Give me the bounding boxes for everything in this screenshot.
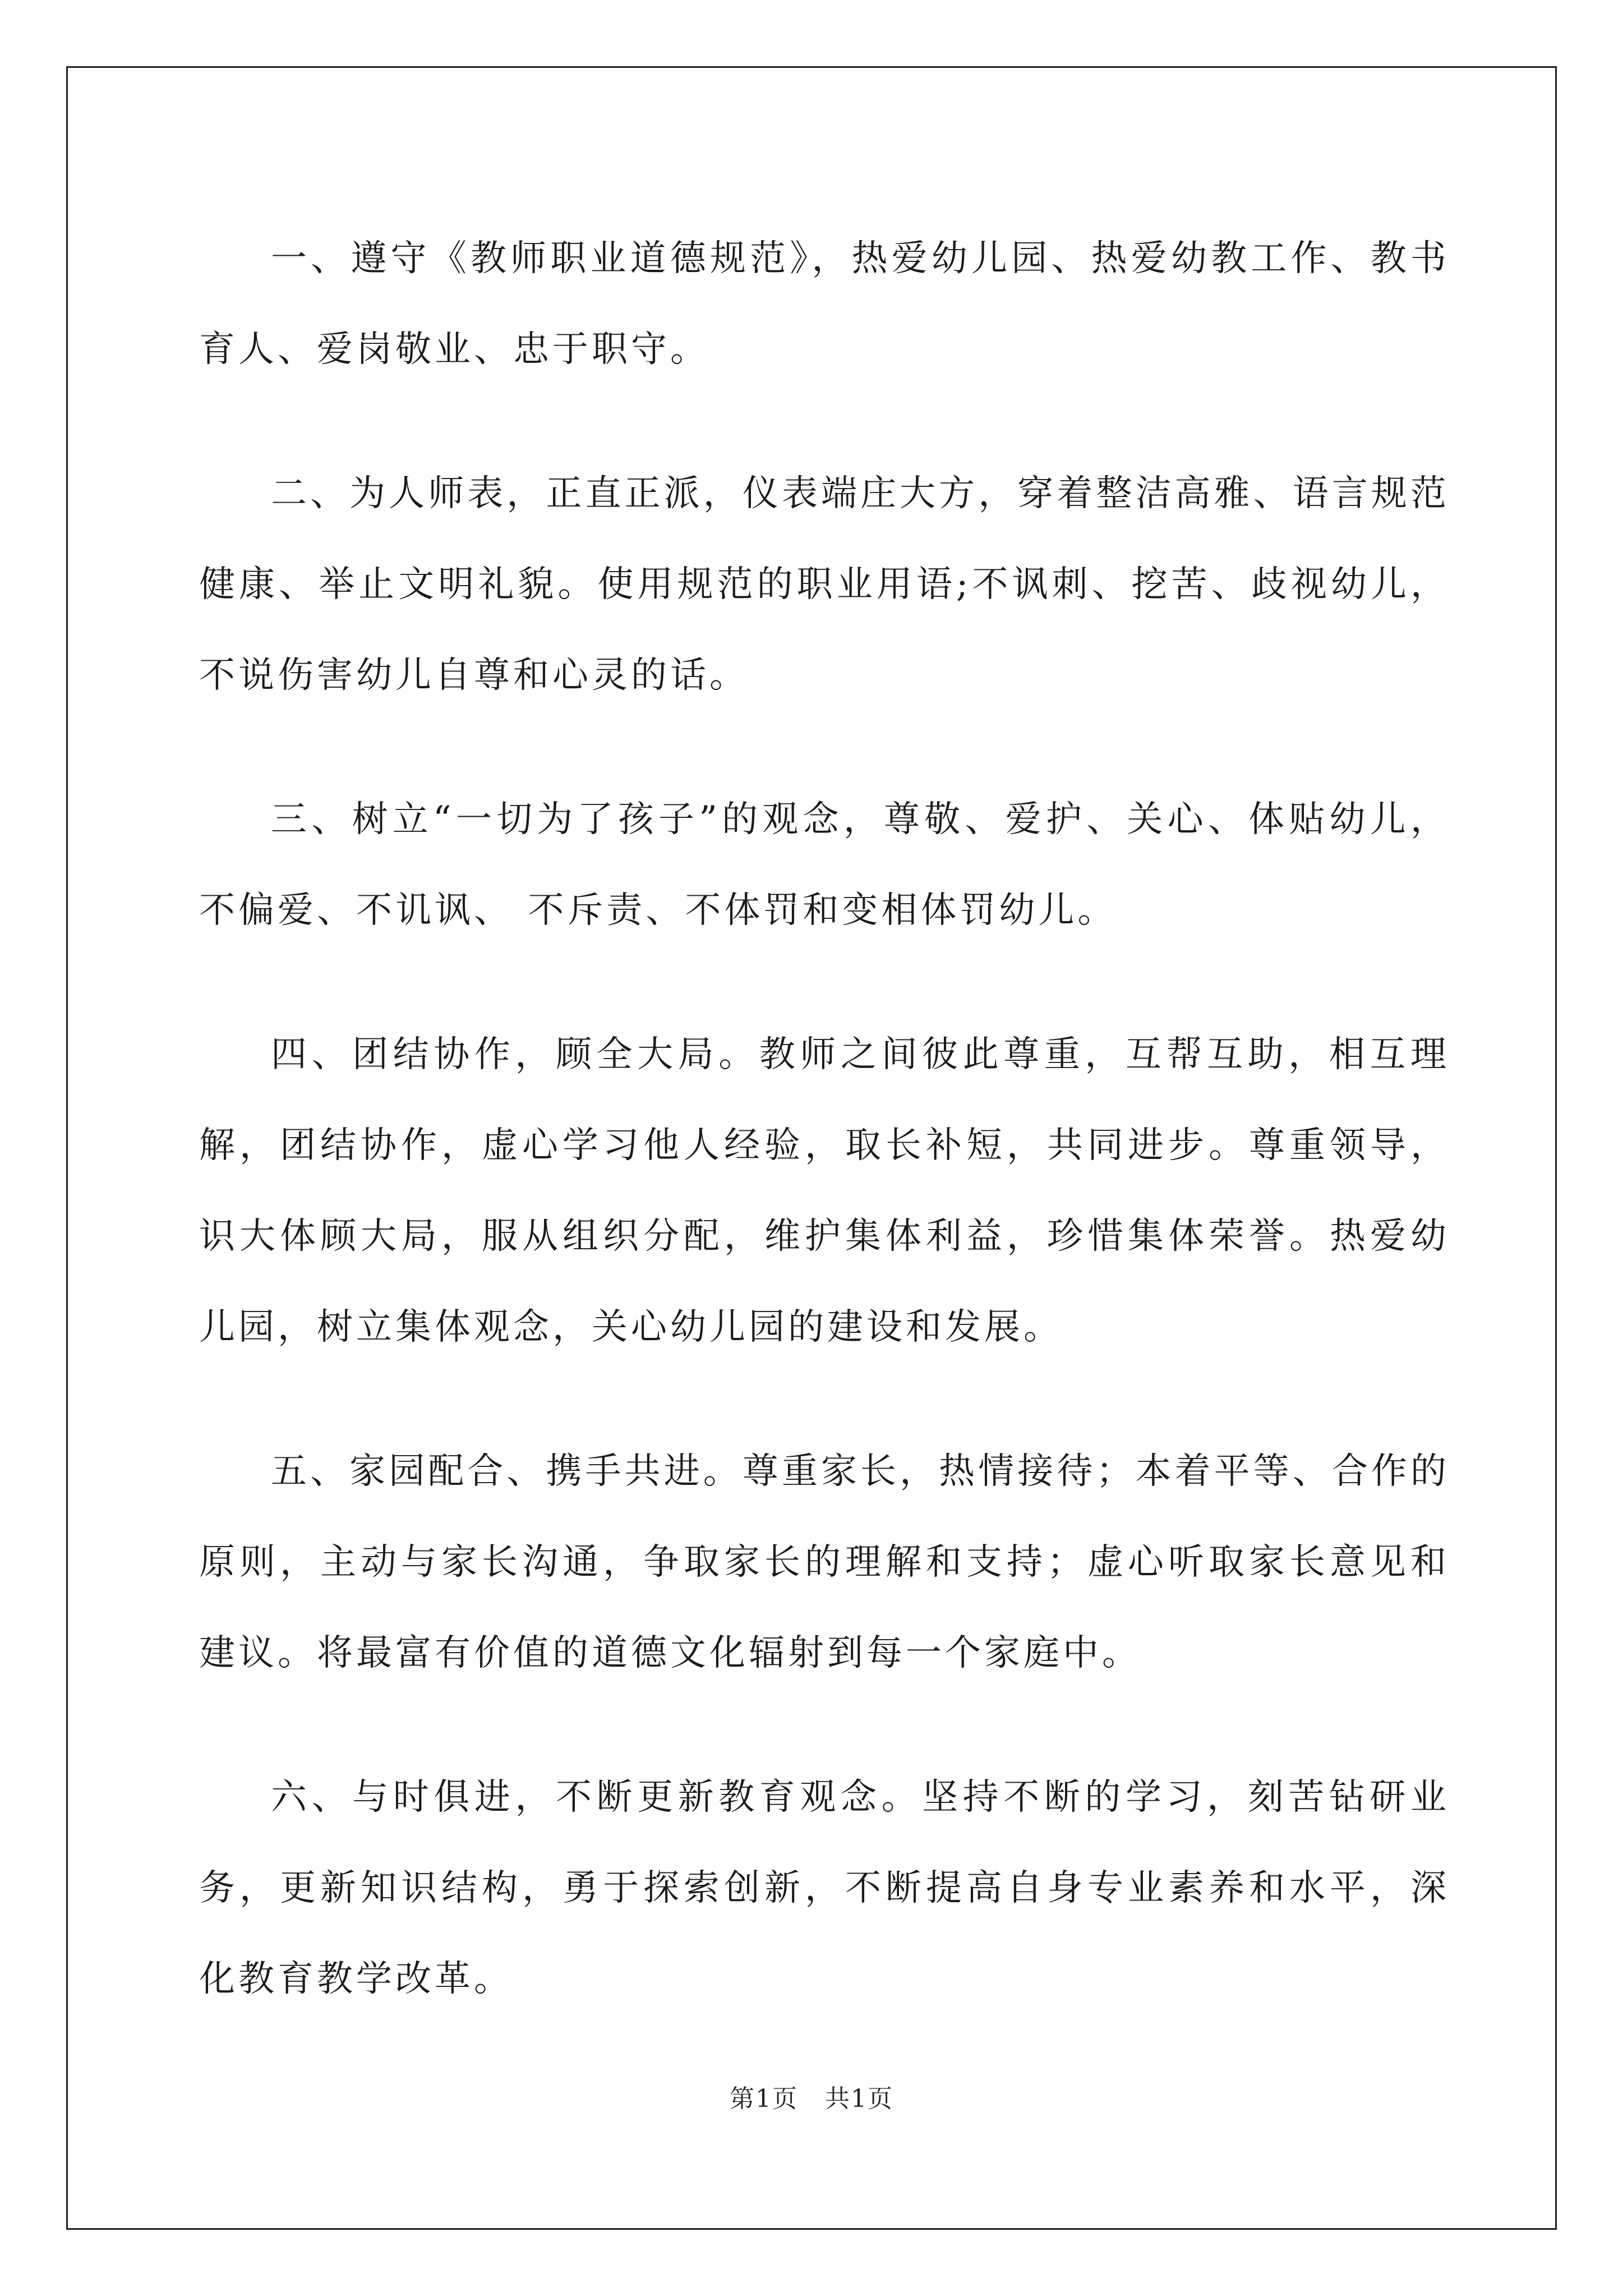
- paragraph-6: 六、与时俱进，不断更新教育观念。坚持不断的学习，刻苦钻研业务，更新知识结构，勇于探索创新，不断提高自身专业素养和水平，深化教育教学改革。: [199, 1777, 1450, 2000]
- page-number-footer: 第1页 共1页: [730, 2085, 893, 2113]
- document-body: [199, 213, 1450, 2078]
- paragraph-5: 五、家园配合、携手共进。尊重家长，热情接待；本着平等、合作的原则，主动与家长沟通，争取家长的理解和支持；虚心听取家长意见和建议。将最富有价值的道德文化辐射到每一个家庭中。: [199, 1451, 1450, 1674]
- paragraph-4: 四、团结协作，顾全大局。教师之间彼此尊重，互帮互助，相互理解，团结协作，虚心学习他人经验，取长补短，共同进步。尊重领导，识大体顾大局，服从组织分配，维护集体利益，珍惜集体荣誉。热爱幼儿园，树立集体观念，关心幼儿园的建设和发展。: [199, 1034, 1450, 1348]
- paragraph-2: 二、为人师表，正直正派，仪表端庄大方，穿着整洁高雅、语言规范健康、举止文明礼貌。使用规范的职业用语;不讽刺、挖苦、歧视幼儿，不说伤害幼儿自尊和心灵的话。: [199, 473, 1450, 696]
- paragraph-3: 三、树立“一切为了孩子”的观念，尊敬、爱护、关心、体贴幼儿，不偏爱、不讥讽、 不斥责、不体罚和变相体罚幼儿。: [199, 799, 1450, 931]
- paragraph-1: 一、遵守《教师职业道德规范》，热爱幼儿园、热爱幼教工作、教书育人、爱岗敬业、忠于职守。: [199, 238, 1450, 370]
